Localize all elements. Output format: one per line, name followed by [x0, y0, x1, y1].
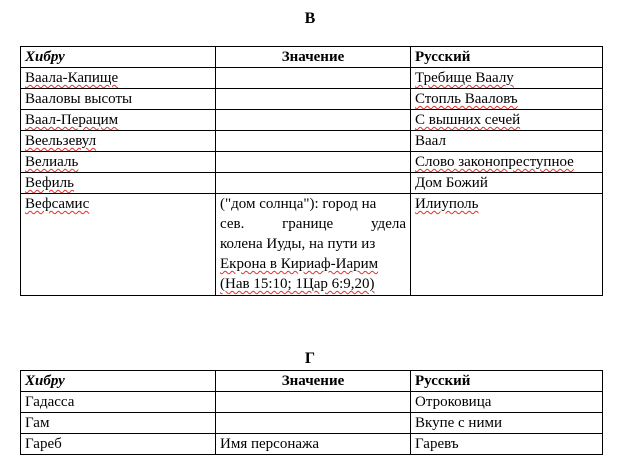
table-v — [20, 46, 603, 296]
table-row — [21, 413, 603, 434]
meaning-line: Екрона в Кириаф-Иарим — [220, 256, 379, 272]
cell-meaning — [216, 413, 411, 434]
cell-russian: Вкупе с ними — [411, 413, 603, 434]
table-g — [20, 370, 603, 455]
header-russian: Русский — [411, 47, 603, 68]
cell-hebrew: Ваал-Перацим — [21, 110, 216, 131]
cell-russian: Дом Божий — [411, 173, 603, 194]
cell-hebrew: Вефсамис — [21, 194, 216, 296]
cell-meaning — [216, 68, 411, 89]
table-row — [21, 434, 603, 455]
cell-meaning — [216, 392, 411, 413]
header-hebrew: Хибру — [21, 371, 216, 392]
cell-russian: Ваал — [411, 131, 603, 152]
cell-russian: Гаревъ — [411, 434, 603, 455]
header-hebrew: Хибру — [21, 47, 216, 68]
cell-meaning — [216, 131, 411, 152]
cell-meaning: Имя персонажа — [216, 434, 411, 455]
cell-hebrew: Вефиль — [21, 173, 216, 194]
header-russian: Русский — [411, 371, 603, 392]
header-meaning: Значение — [216, 371, 411, 392]
section-title-g: Г — [304, 350, 316, 367]
cell-russian: С вышних сечей — [411, 110, 603, 131]
cell-hebrew: Ваала-Капище — [21, 68, 216, 89]
cell-hebrew: Веельзевул — [21, 131, 216, 152]
cell-russian: Илиуполь — [411, 194, 603, 296]
cell-meaning — [216, 173, 411, 194]
cell-hebrew: Вааловы высоты — [21, 89, 216, 110]
table-row — [21, 89, 603, 110]
meaning-line: сев. границе удела — [220, 216, 406, 232]
cell-russian: Отроковица — [411, 392, 603, 413]
table-row — [21, 152, 603, 173]
cell-hebrew: Велиаль — [21, 152, 216, 173]
section-title-v: В — [304, 10, 316, 27]
cell-hebrew: Гадасса — [21, 392, 216, 413]
cell-russian: Слово законопреступное — [411, 152, 603, 173]
table-header-row — [21, 47, 603, 68]
meaning-line: ("дом солнца"): город на — [220, 196, 377, 212]
table-row — [21, 392, 603, 413]
table-row — [21, 131, 603, 152]
cell-hebrew: Гам — [21, 413, 216, 434]
meaning-line: колена Иуды, на пути из — [220, 236, 376, 252]
cell-russian: Стопль Вааловъ — [411, 89, 603, 110]
table-row — [21, 68, 603, 89]
cell-meaning-description — [216, 194, 411, 296]
table-row — [21, 173, 603, 194]
cell-meaning — [216, 110, 411, 131]
table-row — [21, 194, 603, 296]
header-meaning: Значение — [216, 47, 411, 68]
cell-hebrew: Гареб — [21, 434, 216, 455]
table-row — [21, 110, 603, 131]
cell-russian: Требище Ваалу — [411, 68, 603, 89]
table-header-row — [21, 371, 603, 392]
meaning-line: (Нав 15:10; 1Цар 6:9,20) — [220, 276, 375, 292]
cell-meaning — [216, 89, 411, 110]
cell-meaning — [216, 152, 411, 173]
